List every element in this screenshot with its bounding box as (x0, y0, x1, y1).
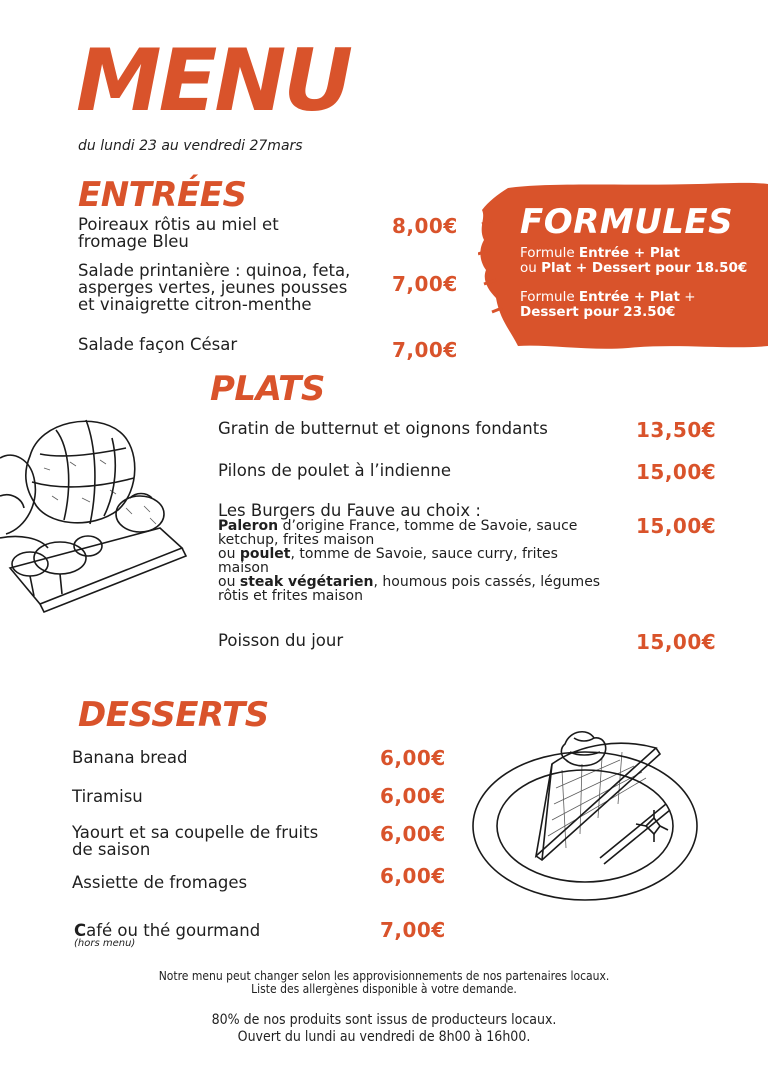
list-item: Assiette de fromages (72, 873, 248, 892)
formule-1: Formule Entrée + Plat ou Plat + Dessert pour 18.50€ (520, 245, 748, 276)
footer-info: 80% de nos produits sont issus de producteurs locaux. Ouvert du lundi au vendredi de 8h00 à 16h00. (211, 1012, 557, 1045)
list-item: Les Burgers du Fauve au choix : (218, 501, 481, 520)
list-item: Yaourt et sa coupelle de fruits de saison (72, 823, 319, 859)
price: 6,00€ (380, 784, 446, 808)
desserts-heading: DESSERTS (78, 695, 269, 735)
list-item: Banana bread (72, 748, 188, 767)
list-item: Pilons de poulet à l’indienne (218, 461, 451, 480)
footer-notice: Notre menu peut changer selon les approvisionnements de nos partenaires locaux. Liste des allergènes disponible à votre demande. (158, 969, 610, 996)
price: 15,00€ (636, 514, 717, 538)
price: 7,00€ (392, 272, 458, 296)
list-item: Tiramisu (72, 787, 143, 806)
price: 7,00€ (392, 338, 458, 362)
price: 13,50€ (636, 418, 717, 442)
price: 15,00€ (636, 460, 717, 484)
burger-options: Paleron d’origine France, tomme de Savoie, sauce ketchup, frites maison ou poulet, tomme de Savoie, sauce curry, frites maison ou steak végétarien, houmous pois cassés, légumes rôtis et frites maison (218, 518, 601, 604)
price: 6,00€ (380, 822, 446, 846)
price: 6,00€ (380, 864, 446, 888)
price: 6,00€ (380, 746, 446, 770)
price: 8,00€ (392, 214, 458, 238)
list-item: Salade façon César (78, 335, 238, 354)
hors-menu-note: (hors menu) (74, 938, 136, 949)
price: 15,00€ (636, 630, 717, 654)
list-item: Salade printanière : quinoa, feta, asperges vertes, jeunes pousses et vinaigrette citron-menthe (78, 261, 351, 314)
formules-box (478, 180, 768, 350)
cabbage-vegetables-icon (0, 398, 190, 618)
pie-slice-plate-icon (470, 708, 700, 908)
list-item: Poireaux rôtis au miel et fromage Bleu (78, 215, 279, 251)
plats-heading: PLATS (210, 369, 325, 409)
list-item: Poisson du jour (218, 631, 344, 650)
menu-dates: du lundi 23 au vendredi 27mars (78, 138, 303, 154)
menu-title: MENU (76, 31, 351, 131)
formule-2: Formule Entrée + Plat + Dessert pour 23.50€ (520, 289, 696, 320)
entrees-heading: ENTRÉES (78, 175, 247, 215)
price: 7,00€ (380, 918, 446, 942)
list-item: Café ou thé gourmand (74, 921, 261, 940)
formules-heading: FORMULES (520, 202, 734, 242)
list-item: Gratin de butternut et oignons fondants (218, 419, 548, 438)
